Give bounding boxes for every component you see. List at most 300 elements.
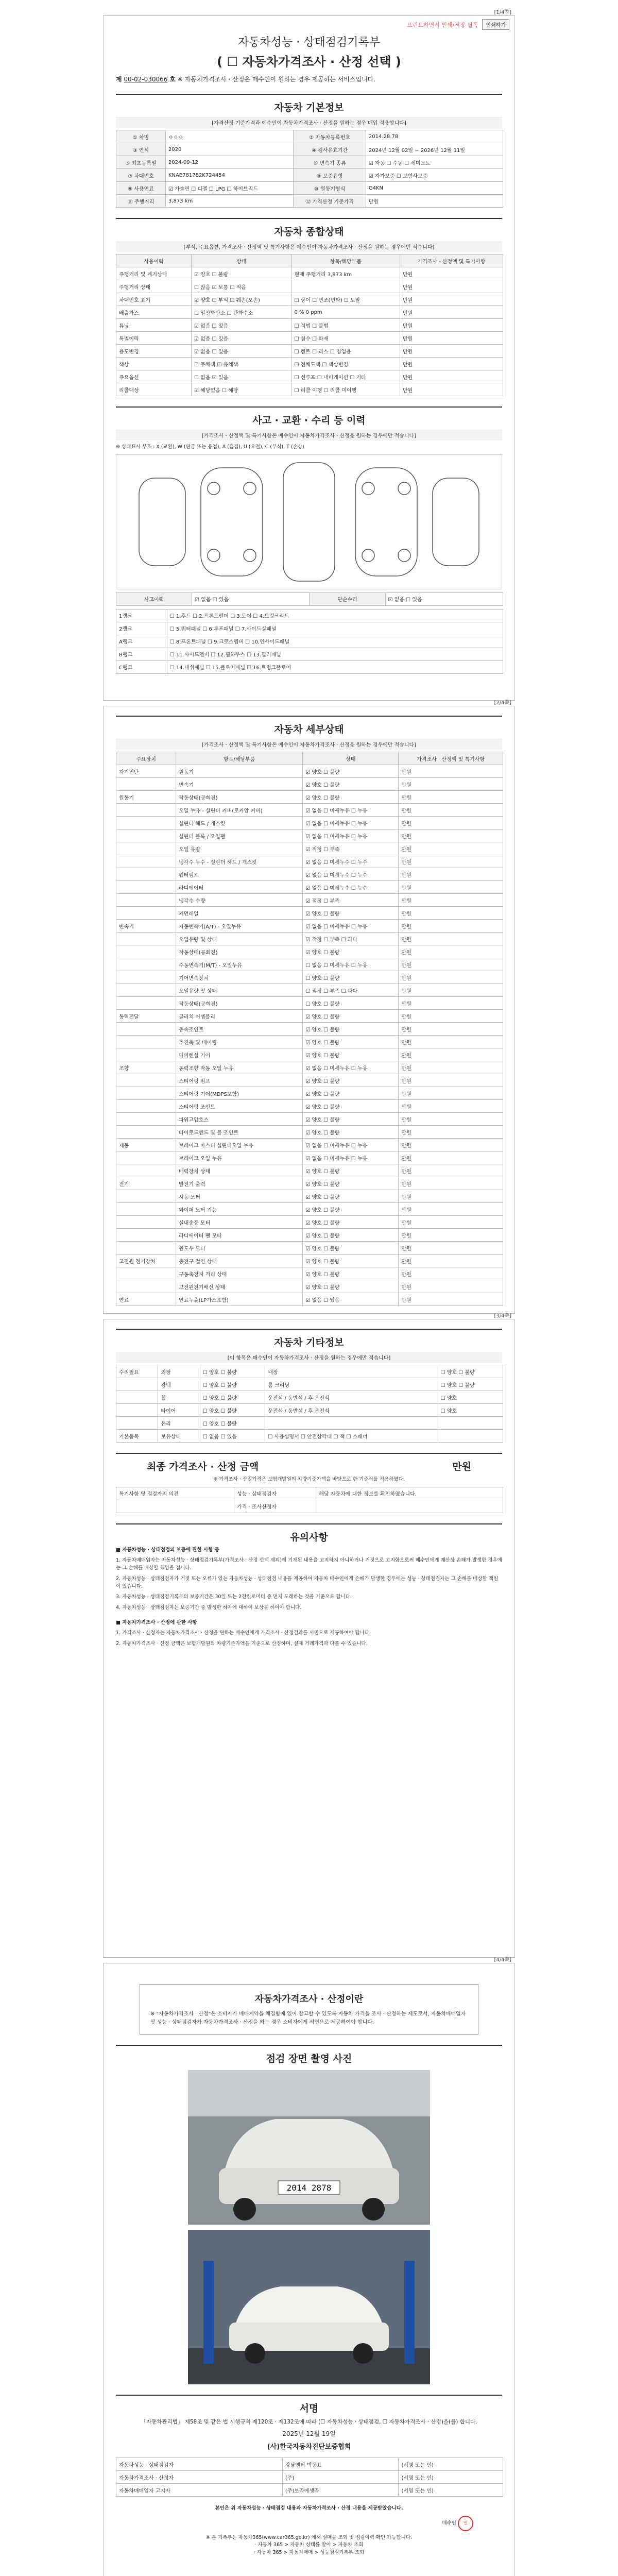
- basic-row-cell: ☑ 자동 ☐ 수동 ☐ 세미오토: [366, 156, 503, 169]
- exterior-row-cell: ☐ 5.쿼터패널 ☐ 6.루프패널 ☐ 7.사이드실패널: [167, 622, 503, 635]
- detail-row-cell: 변속기: [176, 778, 303, 791]
- detail-row-cell: 라디에이터: [176, 881, 303, 894]
- status-row: [116, 293, 503, 306]
- special-table: [116, 1487, 503, 1513]
- status-row-cell: ☐ 전체도색 ☐ 색상변경: [291, 358, 400, 370]
- sign-row-cell: (서명 또는 인): [399, 2458, 503, 2471]
- detail-row-cell: 만원: [399, 817, 503, 829]
- special-row-cell: 특기사항 및 점검자의 의견: [116, 1487, 234, 1500]
- detail-row-cell: 만원: [399, 829, 503, 842]
- sign-row-cell: 자동차성능 · 상태점검자: [116, 2458, 283, 2471]
- page-number: [2/4쪽]: [494, 700, 511, 706]
- exterior-row: [116, 609, 503, 622]
- status-row-cell: ☐ 없음 ☑ 있음: [192, 370, 291, 383]
- other-row-cell: [438, 1417, 503, 1430]
- status-row-cell: 만원: [400, 267, 503, 280]
- detail-row-cell: [116, 1113, 176, 1126]
- status-row-cell: ☐ 리콜 이행 ☐ 리콜 미이행: [291, 383, 400, 396]
- status-row-cell: [291, 280, 400, 293]
- detail-row-cell: 작동상태(공회전): [176, 997, 303, 1010]
- detail-row-cell: ☑ 양호 ☐ 불량: [303, 1010, 399, 1023]
- seal-icon: 인: [458, 2516, 473, 2531]
- detail-row-cell: 만원: [399, 1048, 503, 1061]
- other-row-cell: 외장: [158, 1365, 200, 1378]
- detail-row: [116, 804, 503, 817]
- detail-row-cell: 만원: [399, 945, 503, 958]
- detail-row: [116, 1242, 503, 1255]
- status-row-cell: 만원: [400, 280, 503, 293]
- detail-row-cell: 라디에이터 팬 모터: [176, 1229, 303, 1242]
- detail-row-cell: [116, 1074, 176, 1087]
- page-2: [103, 700, 515, 1314]
- detail-row-cell: 브레이크 마스터 실린더오일 누유: [176, 1139, 303, 1151]
- status-row-cell: 주요옵션: [116, 370, 192, 383]
- basic-row: [116, 182, 503, 195]
- detail-row: [116, 1164, 503, 1177]
- basic-row-cell: 2014.28.78: [366, 130, 503, 143]
- detail-table: [116, 752, 503, 1306]
- detail-row-cell: ☑ 적정 ☐ 부족: [303, 842, 399, 855]
- detail-row-cell: ☑ 양호 ☐ 불량: [303, 765, 399, 778]
- detail-row-cell: 작동상태(공회전): [176, 945, 303, 958]
- detail-row-cell: ☑ 양호 ☐ 불량: [303, 1267, 399, 1280]
- status-row-cell: 만원: [400, 370, 503, 383]
- detail-row-cell: ☑ 없음 ☐ 있음: [303, 1293, 399, 1306]
- other-row: [116, 1365, 503, 1378]
- status-row-cell: ☐ 상이 ☐ 변조(변타) ☐ 도말: [291, 293, 400, 306]
- detail-row-cell: [116, 1267, 176, 1280]
- detail-row-cell: 만원: [399, 1100, 503, 1113]
- basic-row-cell: 만원: [366, 195, 503, 208]
- detail-row-cell: 만원: [399, 881, 503, 894]
- notes-p4: 4. 자동차성능 · 상태점검자는 보증기간 중 발생한 하자에 대하여 보상을 하여야 합니다.: [116, 1605, 302, 1611]
- print-button[interactable]: 인쇄하기: [482, 19, 509, 30]
- exterior-row: [116, 622, 503, 635]
- notes-p6: 2. 자동차가격조사 · 산정 금액은 보험개발원의 차량기준가액을 기준으로 산정하며, 실제 거래가격과 다를 수 있습니다.: [116, 1641, 368, 1647]
- basic-row: [116, 143, 503, 156]
- detail-row-cell: 만원: [399, 842, 503, 855]
- status-row-cell: 주행거리 및 계기상태: [116, 267, 192, 280]
- detail-row-cell: 변속기: [116, 920, 176, 933]
- detail-row-cell: ☑ 없음 ☐ 미세누유 ☐ 누유: [303, 1151, 399, 1164]
- exterior-row-cell: B랭크: [116, 648, 167, 660]
- other-row-cell: [116, 1417, 158, 1430]
- basic-row-cell: ⑦ 차대번호: [116, 169, 166, 182]
- doc-note: ※ 자동차가격조사 · 산정은 매수인이 원하는 경우 제공하는 서비스입니다.: [177, 76, 376, 83]
- detail-row-cell: ☑ 양호 ☐ 불량: [303, 945, 399, 958]
- detail-row-cell: ☑ 양호 ☐ 불량: [303, 907, 399, 920]
- other-row-cell: 운전석 / 동반석 / 후 운전석: [265, 1391, 438, 1404]
- page-3: [103, 1313, 515, 1958]
- status-row-cell: ☑ 없음 ☐ 있음: [192, 345, 291, 358]
- detail-row-cell: ☑ 양호 ☐ 불량: [303, 1216, 399, 1229]
- box-text: ※ "자동차가격조사 · 산정"은 소비자가 매매계약을 체결함에 있어 참고할 수 있도록 자동차 가격을 조사 · 산정하는 제도로서, 자동차매매업자 및 성능 · 상태점검자가 자동차가격조사 · 산정을 하는 경우 소비자에게 서면으로 제공하여야 합니다.: [150, 2011, 466, 2025]
- detail-row-cell: 만원: [399, 907, 503, 920]
- repair-cell: ☑ 없음 ☐ 있음: [192, 592, 310, 605]
- detail-row-cell: [116, 881, 176, 894]
- status-row-cell: ☐ 선루프 ☐ 내비게이션 ☐ 기타: [291, 370, 400, 383]
- detail-row-cell: [116, 984, 176, 997]
- photo-title: 점검 장면 촬영 사진: [116, 2045, 502, 2065]
- basic-row: [116, 130, 503, 143]
- print-notice: 프린트하면서 인쇄/저장 필독: [407, 21, 478, 28]
- status-row-cell: ☑ 양호 ☐ 부식 ☐ 훼손(오손): [192, 293, 291, 306]
- exterior-table: [116, 609, 503, 674]
- detail-row: [116, 1113, 503, 1126]
- detail-row-cell: [116, 855, 176, 868]
- sign-row-cell: 자동차가격조사 · 산정자: [116, 2471, 283, 2484]
- detail-row-cell: 연료누출(LP가스포함): [176, 1293, 303, 1306]
- notes-title: 유의사항: [116, 1523, 502, 1544]
- detail-row: [116, 1267, 503, 1280]
- detail-row: [116, 1010, 503, 1023]
- other-row-cell: 타이어: [158, 1404, 200, 1417]
- final-note: ※ 가격조사 · 산정가격은 보험개발원의 차량기준가액을 바탕으로 한 기준서를 적용하였다.: [213, 1477, 405, 1482]
- sign-row: [116, 2471, 503, 2484]
- special-row-cell: 가격 · 조사산정자: [234, 1500, 316, 1513]
- detail-sub: [가격조사 · 산정액 및 특기사항은 예수인이 자동차가격조사 · 산정을 원하는 경우에만 적습니다]: [116, 739, 502, 750]
- basic-row-cell: ⑫ 가격산정 기준가격: [294, 195, 366, 208]
- detail-row: [116, 1139, 503, 1151]
- detail-row-cell: 커먼레일: [176, 907, 303, 920]
- other-row-cell: ☐ 양호 ☐ 불량: [200, 1404, 265, 1417]
- detail-row-cell: 배력장치 상태: [176, 1164, 303, 1177]
- detail-row-cell: ☑ 양호 ☐ 불량: [303, 1229, 399, 1242]
- detail-row-cell: 만원: [399, 1087, 503, 1100]
- detail-row: [116, 1126, 503, 1139]
- detail-row-cell: ☑ 적정 ☐ 부족: [303, 894, 399, 907]
- status-row-cell: 만원: [400, 345, 503, 358]
- sign-date: 2025년 12월 19일: [282, 2430, 336, 2438]
- detail-row: [116, 971, 503, 984]
- other-row: [116, 1391, 503, 1404]
- detail-row-cell: ☑ 없음 ☐ 미세누유 ☐ 누유: [303, 817, 399, 829]
- basic-row-cell: ㅇㅇㅇ: [165, 130, 293, 143]
- detail-row-cell: 워터펌프: [176, 868, 303, 881]
- detail-row-cell: [116, 778, 176, 791]
- detail-row-cell: 와이퍼 모터 기능: [176, 1203, 303, 1216]
- detail-row-cell: ☐ 없음 ☐ 미세누유 ☐ 누유: [303, 958, 399, 971]
- detail-row-cell: [116, 971, 176, 984]
- basic-row: [116, 169, 503, 182]
- basic-row-cell: ☑ 자가보증 ☐ 보험사보증: [366, 169, 503, 182]
- basic-row-cell: ③ 연식: [116, 143, 166, 156]
- detail-row: [116, 1036, 503, 1048]
- status-header: 항목/해당부품: [291, 255, 400, 267]
- document-subtitle: ( ☐ 자동차가격조사 · 산정 선택 ): [217, 55, 401, 69]
- detail-row-cell: 만원: [399, 1293, 503, 1306]
- detail-row-cell: 만원: [399, 920, 503, 933]
- detail-row-cell: ☑ 양호 ☐ 불량: [303, 1036, 399, 1048]
- detail-row-cell: 제동: [116, 1139, 176, 1151]
- basic-row-cell: 2024년 12월 02일 ~ 2026년 12월 11일: [366, 143, 503, 156]
- detail-header: 주요장치: [116, 752, 176, 765]
- detail-row-cell: 작동상태(공회전): [176, 791, 303, 804]
- detail-row-cell: 만원: [399, 1229, 503, 1242]
- notes-p2: 2. 자동차성능 · 상태점검자가 거짓 또는 오류가 있는 자동차성능 · 상태점검 내용을 제공하여 자동차 매수인에게 손해가 발생한 경우에는 성능 · 상태점검자는 그 손해를 배상할 책임이 있습니다.: [116, 1575, 499, 1589]
- detail-row-cell: ☑ 적정 ☐ 부족 ☐ 과다: [303, 933, 399, 945]
- status-row-cell: 특별이력: [116, 332, 192, 345]
- detail-row-cell: 클러치 어셈블리: [176, 1010, 303, 1023]
- detail-row-cell: ☑ 양호 ☐ 불량: [303, 1100, 399, 1113]
- detail-row-cell: ☑ 양호 ☐ 불량: [303, 1113, 399, 1126]
- detail-row-cell: ☑ 양호 ☐ 불량: [303, 1280, 399, 1293]
- detail-row-cell: 만원: [399, 1203, 503, 1216]
- detail-row-cell: [116, 842, 176, 855]
- status-row-cell: ☑ 없음 ☐ 있음: [192, 319, 291, 332]
- status-row-cell: 차대번호 표기: [116, 293, 192, 306]
- detail-row-cell: ☑ 양호 ☐ 불량: [303, 1023, 399, 1036]
- exterior-row: [116, 635, 503, 648]
- other-row-cell: [116, 1378, 158, 1391]
- detail-row: [116, 1023, 503, 1036]
- detail-row-cell: 만원: [399, 1023, 503, 1036]
- detail-row: [116, 765, 503, 778]
- status-row-cell: ☐ 적법 ☐ 불법: [291, 319, 400, 332]
- detail-row: [116, 1177, 503, 1190]
- detail-row-cell: 원동기: [176, 765, 303, 778]
- price-info-box: [140, 1984, 478, 2035]
- other-row: [116, 1378, 503, 1391]
- sign-row-cell: (서명 또는 인): [399, 2471, 503, 2484]
- doc-no-label: 제: [116, 76, 122, 83]
- detail-row-cell: 오일 누유 - 실린더 커버(로커암 커버): [176, 804, 303, 817]
- detail-row-cell: [116, 804, 176, 817]
- license-plate: 2014 2878: [286, 2183, 332, 2193]
- detail-row-cell: [116, 1023, 176, 1036]
- sign-row: [116, 2458, 503, 2471]
- detail-row-cell: [116, 894, 176, 907]
- notes-p5: 1. 가격조사 · 산정자는 자동차가격조사 · 산정을 원하는 매수인에게 가격조사 · 산정결과를 서면으로 제공하여야 합니다.: [116, 1630, 371, 1636]
- detail-row-cell: 파워고압호스: [176, 1113, 303, 1126]
- accident-sub: [가격조사 · 산정액 및 특기사항은 예수인이 자동차가격조사 · 산정을 원하는 경우에만 적습니다]: [116, 430, 502, 440]
- sign-text: 「자동차관리법」 제58조 및 같은 법 시행규칙 제120조 · 제132조에 따라 (☐ 자동차성능 · 상태점검, ☐ 자동차가격조사 · 산정)을(를) 합니다.: [141, 2419, 477, 2425]
- bottom-note: · 자동차 365 > 자동차 상태를 알아 > 자동차 조회: [254, 2542, 364, 2548]
- final-title: 최종 가격조사 · 산정 금액: [147, 1461, 259, 1472]
- detail-row-cell: ☑ 양호 ☐ 불량: [303, 1074, 399, 1087]
- other-row-cell: 광택: [158, 1378, 200, 1391]
- detail-row-cell: 냉각수 수량: [176, 894, 303, 907]
- detail-row: [116, 1293, 503, 1306]
- status-row-cell: ☐ 침수 ☐ 화재: [291, 332, 400, 345]
- status-header: 상태: [192, 255, 291, 267]
- exterior-row-cell: 2랭크: [116, 622, 167, 635]
- basic-row-cell: G4KN: [366, 182, 503, 195]
- detail-row-cell: 발전기 출력: [176, 1177, 303, 1190]
- detail-row-cell: ☐ 양호 ☐ 불량: [303, 971, 399, 984]
- basic-row-cell: ④ 검사유효기간: [294, 143, 366, 156]
- bottom-note: ※ 본 기록부는 자동차365(www.car365.go.kr) 에서 실매물 조회 및 점검이력 확인 가능합니다.: [205, 2534, 413, 2540]
- detail-row-cell: [116, 1190, 176, 1203]
- receipt-text: 본인은 위 자동차성능 · 상태점검 내용과 자동차가격조사 · 산정 내용을 제공받았습니다.: [215, 2505, 403, 2511]
- sign-row-cell: (주): [282, 2471, 399, 2484]
- detail-row-cell: 실린더 헤드 / 개스킷: [176, 817, 303, 829]
- detail-row-cell: 기어변속장치: [176, 971, 303, 984]
- detail-row-cell: 만원: [399, 778, 503, 791]
- detail-row: [116, 984, 503, 997]
- detail-row-cell: 윈도우 모터: [176, 1242, 303, 1255]
- detail-row-cell: 만원: [399, 1216, 503, 1229]
- detail-row-cell: [116, 1036, 176, 1048]
- other-sub: [이 항목은 매수인이 자동차가격조사 · 산정을 원하는 경우에만 적습니다]: [116, 1352, 502, 1363]
- other-row-cell: ☐ 양호 ☐ 불량: [200, 1378, 265, 1391]
- exterior-row: [116, 660, 503, 673]
- detail-row-cell: ☑ 없음 ☐ 미세누유 ☐ 누유: [303, 920, 399, 933]
- basic-row-cell: ⑨ 사용연료: [116, 182, 166, 195]
- status-row-cell: ☑ 없음 ☐ 있음: [192, 332, 291, 345]
- basic-row-cell: 2024-09-12: [165, 156, 293, 169]
- detail-row-cell: 수동변속기(M/T) - 오일누유: [176, 958, 303, 971]
- other-row-cell: 내장: [265, 1365, 438, 1378]
- notes-head-2: ■ 자동차가격조사 · 산정에 관한 사항: [116, 1619, 197, 1625]
- detail-row-cell: 동력전달: [116, 1010, 176, 1023]
- other-row-cell: [116, 1404, 158, 1417]
- page-number: [4/4쪽]: [494, 1957, 511, 1963]
- detail-row-cell: 만원: [399, 1010, 503, 1023]
- repair-cell: 사고이력: [116, 592, 192, 605]
- accident-title: 사고 · 교환 · 수리 등 이력: [116, 406, 502, 427]
- detail-row-cell: [116, 1229, 176, 1242]
- status-row: [116, 383, 503, 396]
- detail-row-cell: 스티어링 펌프: [176, 1074, 303, 1087]
- detail-row: [116, 997, 503, 1010]
- detail-row: [116, 907, 503, 920]
- sign-title: 서명: [116, 2395, 502, 2415]
- detail-row: [116, 1216, 503, 1229]
- detail-row-cell: 브레이크 오일 누유: [176, 1151, 303, 1164]
- accident-legend: ※ 상태표시 부호 : X (교환), W (판금 또는 용접), A (흠집), U (요철), C (부식), T (손상): [116, 444, 304, 450]
- other-row-cell: [265, 1417, 438, 1430]
- exterior-row-cell: ☐ 1.후드 ☐ 2.프론트펜더 ☐ 3.도어 ☐ 4.트렁크리드: [167, 609, 503, 622]
- basic-info-table: [116, 130, 503, 208]
- detail-row-cell: [116, 1203, 176, 1216]
- basic-row-cell: ② 자동차등록번호: [294, 130, 366, 143]
- status-header: 가격조사 · 산정액 및 특기사항: [400, 255, 503, 267]
- status-row-cell: 색상: [116, 358, 192, 370]
- detail-row-cell: 연료: [116, 1293, 176, 1306]
- detail-row-cell: 동력조향 작동 오일 누유: [176, 1061, 303, 1074]
- detail-row-cell: ☑ 양호 ☐ 불량: [303, 1203, 399, 1216]
- basic-row-cell: ① 차명: [116, 130, 166, 143]
- other-row: [116, 1430, 503, 1443]
- detail-row-cell: 조향: [116, 1061, 176, 1074]
- status-row: [116, 267, 503, 280]
- detail-row-cell: ☑ 없음 ☐ 미세누수 ☐ 누수: [303, 868, 399, 881]
- car-outline-icon: [129, 457, 489, 586]
- exterior-row-cell: ☐ 11.사이드멤버 ☐ 12.휠하우스 ☐ 13.필러패널: [167, 648, 503, 660]
- inspection-photo-lift: [188, 2230, 430, 2384]
- special-row-cell: [116, 1500, 234, 1513]
- detail-row: [116, 1061, 503, 1074]
- other-row-cell: 보유상태: [158, 1430, 200, 1443]
- detail-row-cell: 만원: [399, 1164, 503, 1177]
- detail-row-cell: ☑ 없음 ☐ 미세누유 ☐ 누유: [303, 1061, 399, 1074]
- detail-row-cell: [116, 817, 176, 829]
- detail-row: [116, 1190, 503, 1203]
- detail-row-cell: 원동기: [116, 791, 176, 804]
- basic-row-cell: KNAE781782K724454: [165, 169, 293, 182]
- notes-p1: 1. 자동차매매업자는 자동차성능 · 상태점검기록부(가격조사 · 산정 선택 제외)에 기재된 내용을 고지하지 아니하거나 거짓으로 고지함으로써 매수인에게 재산상 손해가 발생한 경우에는 그 손해를 배상할 책임을 집니다.: [116, 1557, 502, 1571]
- detail-row: [116, 1203, 503, 1216]
- detail-row-cell: 전기: [116, 1177, 176, 1190]
- other-row-cell: ☐ 양호: [438, 1391, 503, 1404]
- detail-row-cell: [116, 1151, 176, 1164]
- detail-row-cell: ☐ 양호 ☐ 불량: [303, 997, 399, 1010]
- status-title: 자동차 종합상태: [116, 218, 502, 238]
- detail-row: [116, 791, 503, 804]
- other-row-cell: ☐ 양호 ☐ 불량: [200, 1417, 265, 1430]
- inspection-photo-front: [188, 2070, 430, 2225]
- status-row-cell: 만원: [400, 293, 503, 306]
- detail-row: [116, 829, 503, 842]
- status-row-cell: 만원: [400, 383, 503, 396]
- other-row-cell: ☐ 양호 ☐ 불량: [438, 1365, 503, 1378]
- special-row-cell: [316, 1500, 503, 1513]
- detail-row-cell: [116, 868, 176, 881]
- final-unit: 만원: [452, 1461, 471, 1472]
- detail-row-cell: [116, 933, 176, 945]
- sign-org: (사)한국자동차진단보증협회: [267, 2443, 351, 2451]
- detail-row: [116, 1087, 503, 1100]
- status-row-cell: ☐ 렌트 ☐ 리스 ☐ 영업용: [291, 345, 400, 358]
- detail-row-cell: 오일유량 및 상태: [176, 984, 303, 997]
- detail-row: [116, 933, 503, 945]
- status-row-cell: 만원: [400, 358, 503, 370]
- bottom-note: · 자동차 365 > 자동차매매 > 성능점검기록부 조회: [253, 2550, 365, 2556]
- status-row: [116, 370, 503, 383]
- detail-row-cell: ☑ 없음 ☐ 미세누유 ☐ 누유: [303, 804, 399, 817]
- special-row-cell: 성능 · 상태점검자: [234, 1487, 316, 1500]
- sign-row: [116, 2484, 503, 2497]
- other-row-cell: 유리: [158, 1417, 200, 1430]
- status-row-cell: 현재 주행거리 3,873 km: [291, 267, 400, 280]
- detail-row-cell: 만원: [399, 791, 503, 804]
- page-1: [103, 10, 515, 701]
- detail-row: [116, 1074, 503, 1087]
- detail-row-cell: [116, 1216, 176, 1229]
- detail-row-cell: 고전원 전기장치: [116, 1255, 176, 1267]
- doc-no: 00-02-030066: [124, 76, 168, 83]
- basic-row-cell: ⑤ 최초등록일: [116, 156, 166, 169]
- detail-row-cell: [116, 1100, 176, 1113]
- detail-row-cell: 자기진단: [116, 765, 176, 778]
- detail-row-cell: 만원: [399, 1151, 503, 1164]
- status-row: [116, 345, 503, 358]
- detail-row-cell: 만원: [399, 997, 503, 1010]
- detail-row-cell: 추진축 및 베어링: [176, 1036, 303, 1048]
- detail-row-cell: ☑ 양호 ☐ 불량: [303, 791, 399, 804]
- notes-p3: 3. 자동차성능 · 상태점검기록부의 보증기간은 30일 또는 2천킬로미터 중 먼저 도래하는 것을 기준으로 합니다.: [116, 1594, 352, 1600]
- detail-row: [116, 1151, 503, 1164]
- detail-row-cell: 등속조인트: [176, 1023, 303, 1036]
- detail-row-cell: ☑ 양호 ☐ 불량: [303, 1048, 399, 1061]
- basic-row-cell: ⑧ 보증유형: [294, 169, 366, 182]
- detail-row: [116, 868, 503, 881]
- detail-row-cell: [116, 1126, 176, 1139]
- basic-row-cell: ⑩ 원동기형식: [294, 182, 366, 195]
- detail-row-cell: ☑ 양호 ☐ 불량: [303, 1126, 399, 1139]
- other-row-cell: ☐ 없음 ☐ 있음: [200, 1430, 265, 1443]
- final-price-section: [116, 1453, 502, 1473]
- detail-row-cell: 시동 모터: [176, 1190, 303, 1203]
- detail-row-cell: [116, 958, 176, 971]
- detail-row-cell: ☑ 양호 ☐ 불량: [303, 1190, 399, 1203]
- detail-header: 상태: [303, 752, 399, 765]
- detail-row-cell: 스티어링 기어(MDPS포함): [176, 1087, 303, 1100]
- detail-row-cell: [116, 945, 176, 958]
- detail-row-cell: 만원: [399, 1061, 503, 1074]
- status-sub: [부식, 주요옵션, 가격조사 · 산정액 및 특기사항은 예수인이 자동차가격조사 · 산정을 원하는 경우에만 적습니다]: [116, 241, 502, 252]
